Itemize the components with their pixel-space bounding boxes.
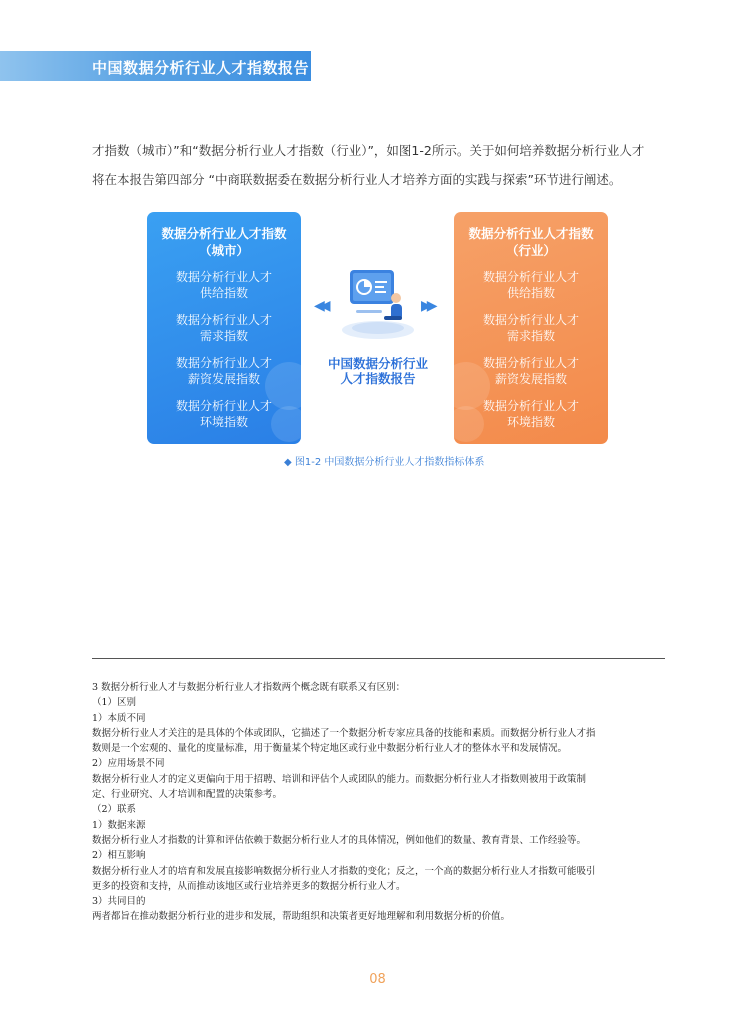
report-illustration-icon	[336, 258, 420, 342]
intro-line: 将在本报告第四部分 “中商联数据委在数据分析行业人才培养方面的实践与探索”环节进行阐述。	[92, 172, 622, 187]
index-item-supply: 数据分析行业人才 供给指数	[175, 270, 272, 300]
city-index-card	[147, 212, 301, 444]
footnote-line: 2）相互影响	[92, 850, 146, 862]
footnote-line: 两者都旨在推动数据分析行业的进步和发展，帮助组织和决策者更好地理解和利用数据分析的价值。	[92, 911, 511, 923]
index-item-environment: 数据分析行业人才 环境指数	[482, 399, 579, 429]
footnote-line: 3）共同目的	[92, 896, 146, 908]
index-item-salary: 数据分析行业人才 薪资发展指数	[482, 356, 579, 386]
footnote-line: （2）联系	[92, 804, 137, 816]
footnote-line: 数据分析行业人才的培育和发展直接影响数据分析行业人才指数的变化；反之，一个高的数据分析行业人才指数可能吸引	[92, 865, 596, 877]
footnote-line: 数据分析行业人才的定义更偏向于用于招聘、培训和评估个人或团队的能力。而数据分析行业人才指数则被用于政策制	[92, 773, 587, 785]
card-title: 数据分析行业人才指数 （城市）	[161, 226, 287, 258]
card-title: 数据分析行业人才指数 （行业）	[468, 226, 594, 258]
report-title: 中国数据分析行业人才指数报告	[92, 59, 310, 77]
footnote-line: 1）本质不同	[92, 712, 146, 724]
index-item-environment: 数据分析行业人才 环境指数	[175, 399, 272, 429]
index-item-supply: 数据分析行业人才 供给指数	[482, 270, 579, 300]
intro-line: 才指数（城市）”和“数据分析行业人才指数（行业）”，如图1-2所示。关于如何培养数据分析行业人才	[92, 143, 645, 158]
footnote-line: 3 数据分析行业人才与数据分析行业人才指数两个概念既有联系又有区别：	[92, 682, 406, 693]
footnote-divider	[92, 658, 665, 659]
footnote	[92, 680, 667, 925]
footnote-line: 更多的投资和支持，从而推动该地区或行业培养更多的数据分析行业人才。	[92, 880, 406, 892]
index-item-salary: 数据分析行业人才 薪资发展指数	[175, 356, 272, 386]
footnote-line: 数据分析行业人才指数的计算和评估依赖于数据分析行业人才的具体情况，例如他们的数量、教育背景、工作经验等。	[92, 834, 587, 846]
arrow-left-icon: ◀◀	[314, 298, 326, 314]
footnote-line: 定、行业研究、人才培训和配置的决策参考。	[92, 789, 283, 801]
page-number: 08	[369, 972, 386, 987]
intro-paragraph	[92, 141, 672, 199]
footnote-line: （1）区别	[92, 697, 137, 709]
footnote-line: 1）数据来源	[92, 819, 146, 831]
center-title: 中国数据分析行业 人才指数报告	[327, 356, 428, 386]
index-item-demand: 数据分析行业人才 需求指数	[175, 313, 272, 343]
footnote-line: 2）应用场景不同	[92, 758, 165, 770]
figure-caption: ◆ 图1-2 中国数据分析行业人才指数指标体系	[284, 457, 485, 468]
index-item-demand: 数据分析行业人才 需求指数	[482, 313, 579, 343]
footnote-line: 数则是一个宏观的、量化的度量标准，用于衡量某个特定地区或行业中数据分析行业人才的整体水平和发展情况。	[92, 743, 568, 755]
industry-index-card	[454, 212, 608, 444]
footnote-line: 数据分析行业人才关注的是具体的个体或团队，它描述了一个数据分析专家应具备的技能和素质。而数据分析行业人才指	[92, 727, 596, 739]
arrow-right-icon: ▶▶	[421, 298, 433, 314]
